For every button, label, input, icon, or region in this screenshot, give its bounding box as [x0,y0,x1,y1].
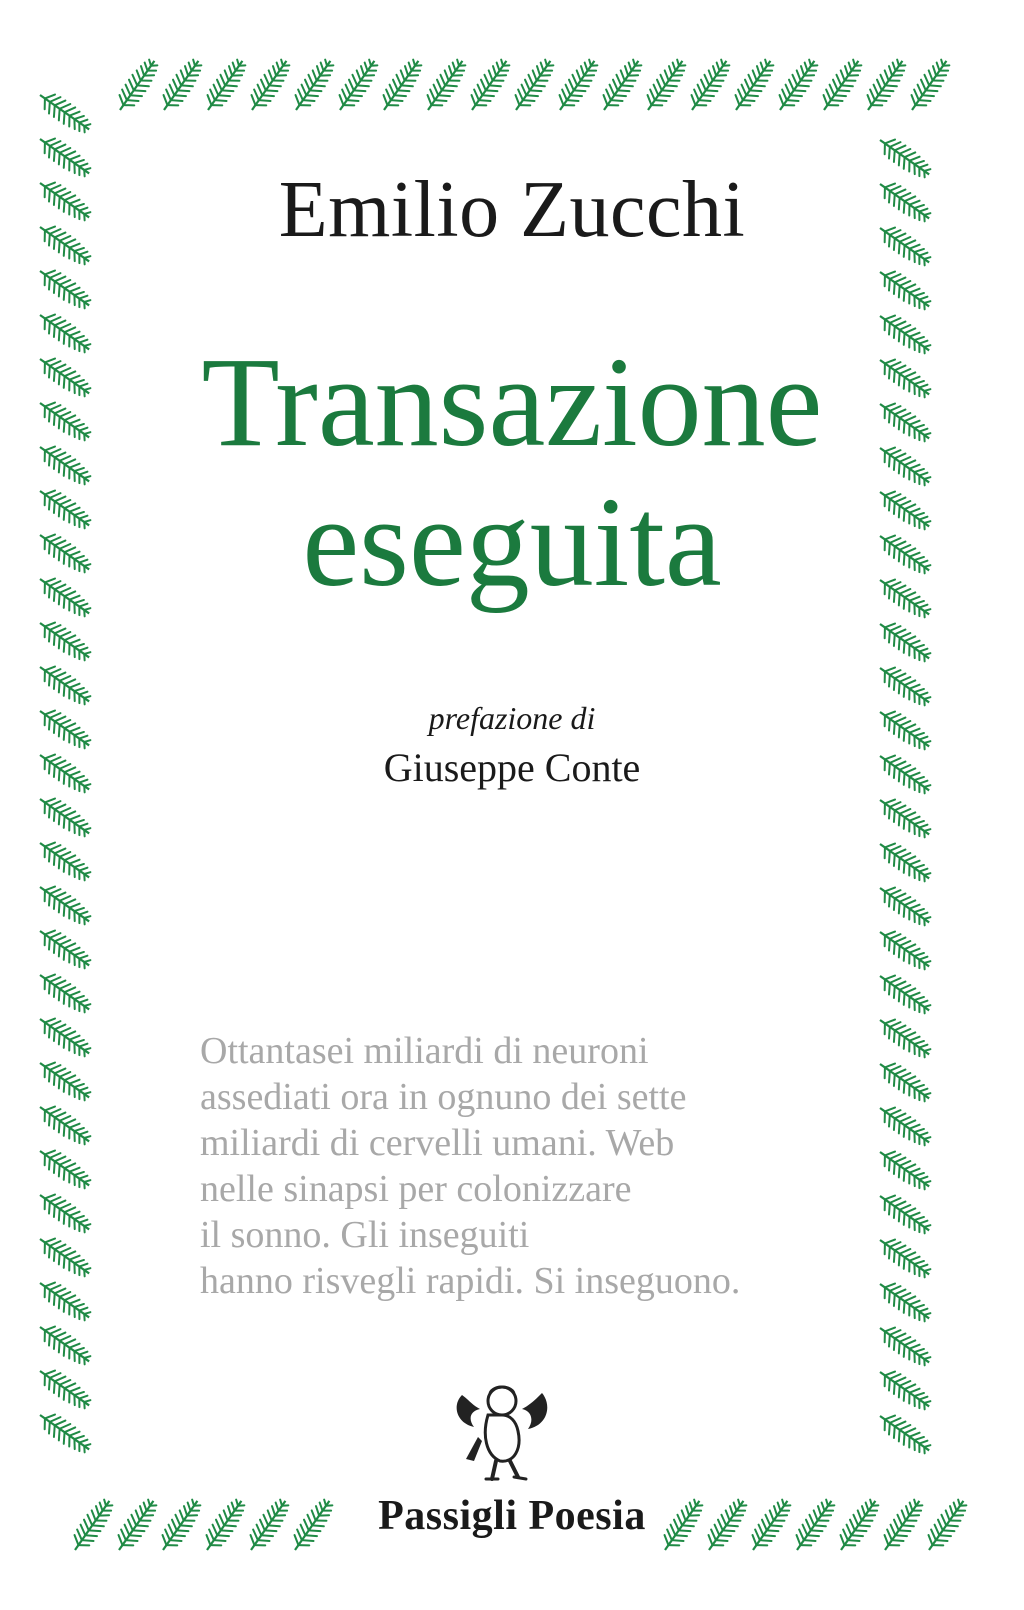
fern-sprig-icon [874,968,935,1019]
fern-sprig-icon [874,1056,935,1107]
fern-sprig-icon [874,792,935,843]
author-name: Emilio Zucchi [278,166,746,254]
fern-sprig-icon [728,55,779,116]
fern-sprig-icon [332,55,383,116]
fern-sprig-icon [816,55,867,116]
fern-sprig-icon [34,1055,95,1106]
fern-sprig-icon [34,1187,95,1238]
fern-sprig-icon [874,1100,935,1151]
preface-label: prefazione di [428,700,596,736]
fern-sprig-icon [874,264,935,315]
fern-sprig-icon [874,836,935,887]
fern-sprig-icon [376,55,427,116]
fern-sprig-icon [34,1099,95,1150]
fern-sprig-icon [552,55,603,116]
fern-sprig-icon [34,1319,95,1370]
cherub-icon [452,1375,552,1485]
fern-sprig-icon [640,55,691,116]
fern-sprig-icon [772,55,823,116]
fern-sprig-icon [904,55,955,116]
fern-sprig-icon [244,55,295,116]
fern-sprig-icon [34,791,95,842]
fern-sprig-icon [34,87,95,138]
fern-sprig-icon [420,55,471,116]
fern-sprig-icon [34,1143,95,1194]
book-title [0,332,1024,612]
blurb-line: Ottantasei miliardi di neuroni [200,1030,649,1072]
fern-sprig-icon [34,1363,95,1414]
fern-sprig-icon [112,55,163,116]
book-title-line-2: eseguita [302,471,722,613]
fern-sprig-icon [874,924,935,975]
fern-border-top [112,55,955,116]
fern-sprig-icon [874,1364,935,1415]
fern-sprig-icon [508,55,559,116]
blurb-line: il sonno. Gli inseguiti [200,1214,530,1256]
fern-sprig-icon [34,1275,95,1326]
fern-sprig-icon [288,55,339,116]
fern-sprig-icon [860,55,911,116]
cover-blurb [200,1028,880,1304]
fern-sprig-icon [464,55,515,116]
fern-sprig-icon [684,55,735,116]
fern-sprig-icon [596,55,647,116]
fern-sprig-icon [874,1144,935,1195]
fern-sprig-icon [156,55,207,116]
book-title-line-1: Transazione [201,331,823,473]
fern-sprig-icon [874,1188,935,1239]
fern-sprig-icon [34,615,95,666]
fern-sprig-icon [34,923,95,974]
fern-sprig-icon [34,1011,95,1062]
preface-author: Giuseppe Conte [383,745,641,790]
blurb-line: miliardi di cervelli umani. Web [200,1122,675,1164]
fern-sprig-icon [874,1408,935,1459]
blurb-line: hanno risvegli rapidi. Si inseguono. [200,1260,741,1302]
publisher-imprint: Passigli Poesia [378,1493,646,1539]
fern-sprig-icon [874,1276,935,1327]
fern-sprig-icon [34,879,95,930]
fern-sprig-icon [874,616,935,667]
fern-sprig-icon [874,1012,935,1063]
fern-sprig-icon [874,880,935,931]
fern-sprig-icon [34,263,95,314]
fern-sprig-icon [200,55,251,116]
fern-sprig-icon [874,1232,935,1283]
fern-sprig-icon [34,835,95,886]
fern-sprig-icon [34,1231,95,1282]
blurb-line: assediati ora in ognuno dei sette [200,1076,687,1118]
blurb-line: nelle sinapsi per colonizzare [200,1168,632,1210]
fern-sprig-icon [874,1320,935,1371]
fern-sprig-icon [34,1407,95,1458]
fern-sprig-icon [34,967,95,1018]
fern-border-right [874,132,935,1459]
